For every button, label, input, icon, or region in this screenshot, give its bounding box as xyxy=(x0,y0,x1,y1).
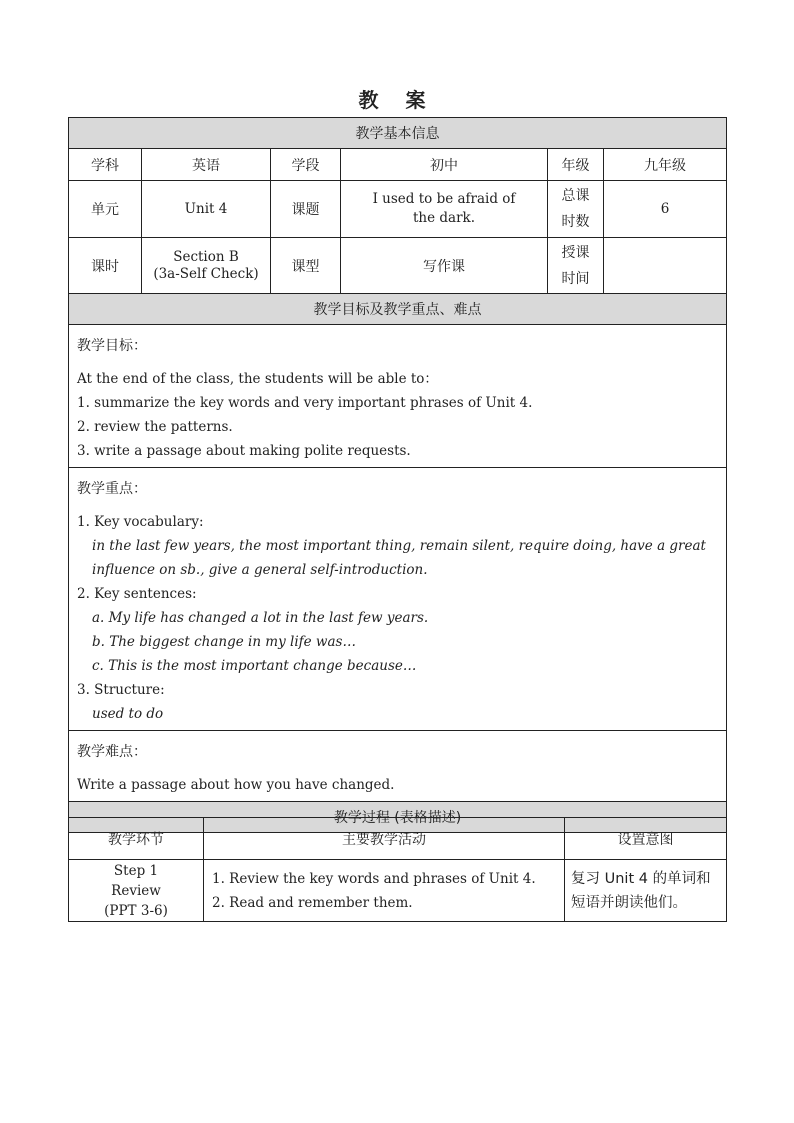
vocab-line: in the last few years, the most important thing, remain silent, require doing, have a great xyxy=(92,538,706,554)
lesson-plan-table xyxy=(68,117,727,833)
total-hours-label-line2: 时数 xyxy=(561,214,590,230)
sentences-heading: 2. Key sentences: xyxy=(77,586,197,602)
process-table xyxy=(68,817,727,922)
objective-line: 1. summarize the key words and very important phrases of Unit 4. xyxy=(77,395,533,411)
grade-label: 年级 xyxy=(548,149,604,181)
difficulty-label: 教学难点： xyxy=(77,744,147,760)
step-ppt: (PPT 3-6) xyxy=(104,902,168,919)
type-value: 写作课 xyxy=(341,238,548,294)
objective-line: At the end of the class, the students will be able to： xyxy=(77,371,438,387)
difficulty-block xyxy=(69,731,727,802)
process-header-step: 教学环节 xyxy=(69,818,204,860)
structure-heading: 3. Structure: xyxy=(77,682,165,698)
subject-value: 英语 xyxy=(142,149,271,181)
teach-time-value xyxy=(604,238,727,294)
total-hours-label-line1: 总课 xyxy=(561,188,590,204)
table-row xyxy=(69,860,727,922)
grade-value: 九年级 xyxy=(604,149,727,181)
period-label: 课时 xyxy=(69,238,142,294)
total-hours-label xyxy=(548,181,604,238)
section-goals: 教学目标及教学重点、难点 xyxy=(69,294,727,325)
type-label: 课型 xyxy=(271,238,341,294)
sentence-line: c. This is the most important change because… xyxy=(92,658,417,674)
activity-line: 1. Review the key words and phrases of Unit 4. xyxy=(212,870,536,887)
sentence-line: b. The biggest change in my life was… xyxy=(92,634,356,650)
document-title: 教 案 xyxy=(358,88,436,112)
total-hours-value: 6 xyxy=(604,181,727,238)
step-number: Step 1 xyxy=(113,862,159,879)
vocab-heading: 1. Key vocabulary: xyxy=(77,514,204,530)
objectives-block xyxy=(69,325,727,468)
stage-label: 学段 xyxy=(271,149,341,181)
step-cell xyxy=(69,860,204,922)
vocab-line: influence on sb., give a general self-introduction. xyxy=(92,562,428,578)
stage-value: 初中 xyxy=(341,149,548,181)
process-header-intent: 设置意图 xyxy=(565,818,727,860)
sentence-line: a. My life has changed a lot in the last few years. xyxy=(92,610,429,626)
unit-label: 单元 xyxy=(69,181,142,238)
period-line2: (3a-Self Check) xyxy=(153,265,259,282)
subject-label: 学科 xyxy=(69,149,142,181)
topic-label: 课题 xyxy=(271,181,341,238)
key-points-block xyxy=(69,468,727,731)
period-value xyxy=(142,238,271,294)
objective-line: 2. review the patterns. xyxy=(77,419,233,435)
topic-value: I used to be afraid of the dark. xyxy=(341,181,548,238)
teach-time-label xyxy=(548,238,604,294)
teach-time-label-line2: 时间 xyxy=(561,270,590,287)
section-process: 教学过程 (表格描述) xyxy=(69,802,727,833)
process-header-activity: 主要教学活动 xyxy=(204,818,565,860)
key-points-label: 教学重点： xyxy=(77,481,147,497)
section-basic-info: 教学基本信息 xyxy=(69,118,727,149)
teach-time-label-line1: 授课 xyxy=(561,244,590,261)
step-name: Review xyxy=(111,882,161,899)
activity-cell xyxy=(204,860,565,922)
structure-line: used to do xyxy=(92,706,164,722)
intent-cell: 复习 Unit 4 的单词和短语并朗读他们。 xyxy=(565,860,727,922)
difficulty-text: Write a passage about how you have changed. xyxy=(77,777,395,793)
unit-value: Unit 4 xyxy=(142,181,271,238)
objective-line: 3. write a passage about making polite requests. xyxy=(77,443,411,459)
period-line1: Section B xyxy=(173,248,239,265)
objectives-label: 教学目标： xyxy=(77,338,147,354)
activity-line: 2. Read and remember them. xyxy=(212,894,413,911)
